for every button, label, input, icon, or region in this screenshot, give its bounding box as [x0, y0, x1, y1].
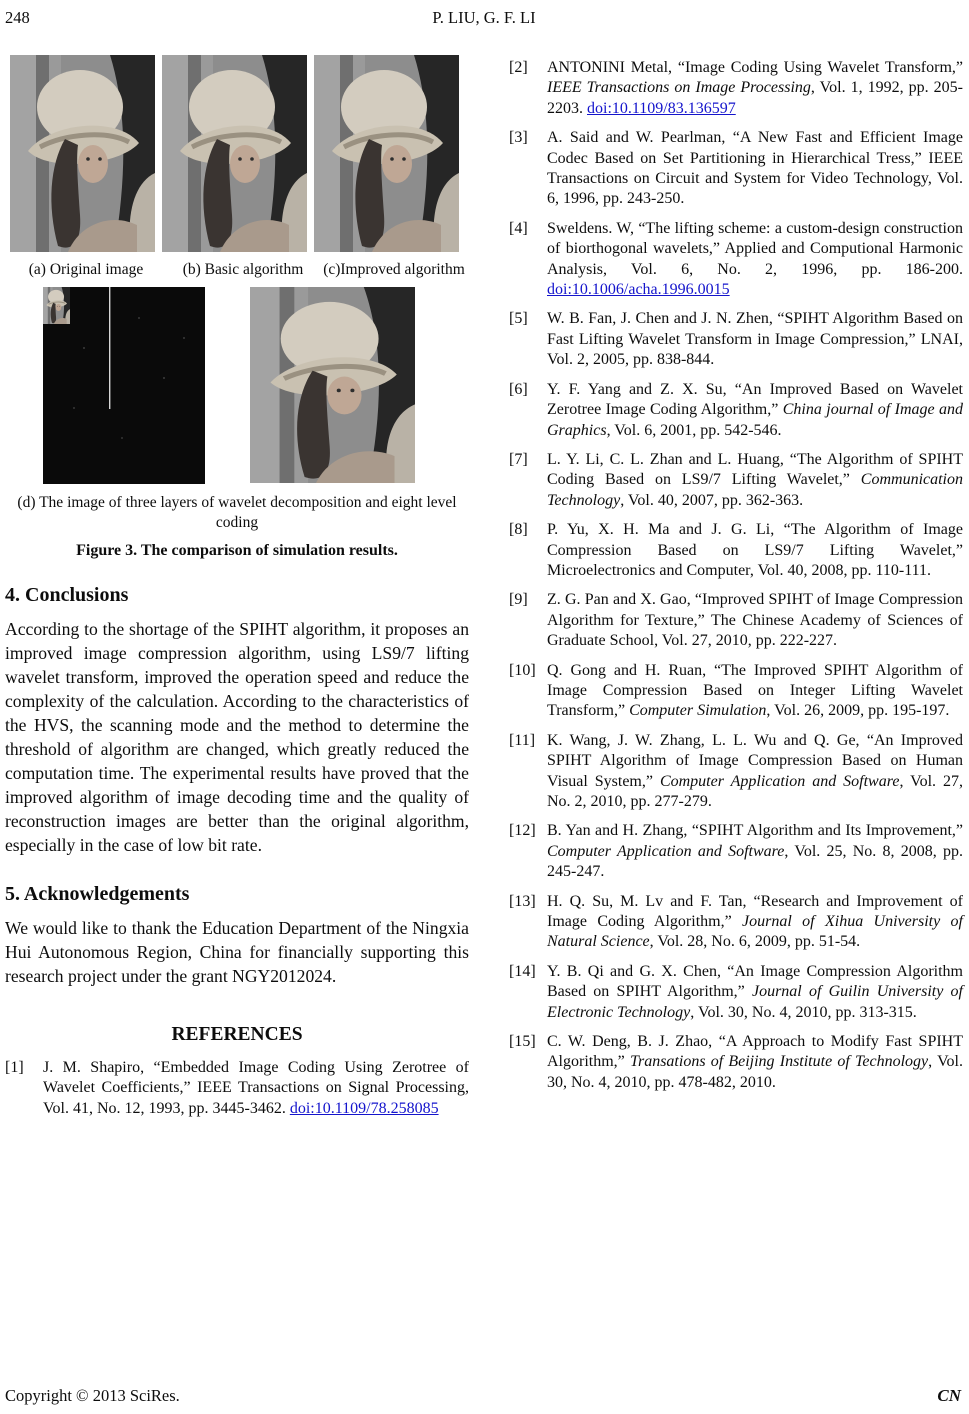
reference-item — [509, 661, 963, 722]
reference-text — [547, 892, 963, 953]
reference-text — [547, 58, 963, 119]
reference-segment: J. M. Shapiro, “Embedded Image Coding Using Zerotree of Wavelet Coefficients,” IEEE Transactions on Signal Processing, Vol. 41, No. 12, 1993, pp. 3445-3462. — [43, 1059, 469, 1117]
reference-number: [13] — [509, 892, 536, 910]
figure-subcaptions — [5, 261, 469, 279]
journal-name: China journal of Image and Graphics — [547, 401, 963, 439]
reference-segment: , Vol. 28, No. 6, 2009, pp. 51-54. — [649, 933, 861, 951]
doi-link[interactable]: doi:10.1109/83.136597 — [587, 99, 736, 117]
reference-segment: , Vol. 30, No. 4, 2010, pp. 313-315. — [690, 1003, 917, 1021]
reference-number: [11] — [509, 731, 536, 749]
reference-item — [509, 962, 963, 1023]
reference-segment: H. Q. Su, M. Lv and F. Tan, “Research and Improvement of Image Coding Algorithm,” — [547, 892, 963, 931]
page-number: 248 — [5, 8, 30, 27]
reference-segment: ANTONINI Metal, “Image Coding Using Wavelet Transform,” — [547, 59, 963, 76]
reference-number: [15] — [509, 1033, 536, 1051]
journal-name: Journal of Xihua University of Natural Science — [547, 913, 963, 951]
journal-name: Journal of Guilin University of Electronic Technology — [547, 983, 963, 1021]
reference-segment: Sweldens. W, “The lifting scheme: a custom-design construction of biorthogonal wavelets,” Applied and Computional Harmonic Analysis, Vol. 6, No. 2, 1996, pp. 186-200. — [547, 219, 963, 278]
reference-text — [547, 380, 963, 441]
figure-row-top — [10, 55, 469, 252]
two-column-body — [5, 55, 963, 1128]
subcaption-d: (d) The image of three layers of wavelet decomposition and eight level coding — [17, 494, 457, 531]
reference-number: [14] — [509, 962, 536, 980]
figure-row-bottom — [5, 287, 469, 484]
subcaption-c: (c)Improved algorithm — [323, 261, 465, 278]
reference-number: [12] — [509, 822, 536, 840]
reference-number: [9] — [509, 591, 528, 609]
reference-text — [547, 661, 963, 722]
reference-text — [43, 1058, 469, 1119]
conclusions-paragraph: According to the shortage of the SPIHT algorithm, it proposes an improved image compression algorithm, using LS9/7 lifting wavelet transform, improved the operation speed and reduce the complexity of the calculation. According to the characteristics of the HVS, the scanning mode and the method to determine the threshold of algorithm are changed, which greatly reduced the computation time. The experimental results have proved that the improved algorithm of image decoding time and the quality of reconstruction images are better than the original algorithm, especially in the case of low bit rate. — [5, 619, 469, 855]
reference-segment: , Vol. 27, No. 2, 2010, pp. 277-279. — [547, 772, 963, 810]
reference-segment: L. Y. Li, C. L. Zhan and L. Huang, “The Algorithm of SPIHT Coding Based on LS9/7 Lifting Wavelet,” — [547, 450, 963, 489]
subcaption-b: (b) Basic algorithm — [182, 261, 304, 278]
journal-name: Computer Application and Software — [659, 772, 900, 790]
reference-item — [509, 590, 963, 651]
reference-text — [547, 309, 963, 370]
basic-algorithm-lena-image — [162, 55, 307, 252]
reference-segment: Q. Gong and H. Ruan, “The Improved SPIHT Algorithm of Image Compression Based on Integer Lifting Wavelet Transform,” — [547, 661, 963, 720]
left-column — [5, 55, 469, 1128]
reference-segment: , Vol. 26, 2009, pp. 195-197. — [766, 702, 950, 720]
reference-item — [509, 380, 963, 441]
reference-text — [547, 962, 963, 1023]
reference-item — [509, 450, 963, 511]
figure-3-caption: Figure 3. The comparison of simulation results. — [76, 542, 398, 559]
wavelet-decomposition-image — [43, 287, 205, 484]
reference-number: [8] — [509, 521, 528, 539]
reference-text — [547, 590, 963, 651]
reference-text — [547, 128, 963, 210]
running-title: P. LIU, G. F. LI — [432, 8, 536, 27]
acknowledgements-paragraph: We would like to thank the Education Department of the Ningxia Hui Autonomous Region, China for financially supporting this research project under the grant NGY2012024. — [5, 918, 469, 986]
reference-list-right — [509, 58, 963, 1093]
subcaption-a: (a) Original image — [28, 261, 144, 278]
journal-name: Computer Application and Software — [547, 842, 785, 860]
reference-number: [4] — [509, 219, 528, 237]
figure-3 — [5, 55, 469, 560]
reference-text — [547, 821, 963, 882]
journal-name: IEEE Transactions on Image Processing — [547, 79, 811, 97]
reference-segment: W. B. Fan, J. Chen and J. N. Zhen, “SPIHT Algorithm Based on Fast Lifting Wavelet Transform in Image Compression,” LNAI, Vol. 2, 2005, pp. 838-844. — [547, 310, 963, 369]
reference-item — [509, 821, 963, 882]
reference-item — [509, 520, 963, 581]
reference-segment: , Vol. 40, 2007, pp. 362-363. — [620, 491, 804, 509]
page-footer — [5, 1386, 961, 1406]
doi-link[interactable]: doi:10.1006/acha.1996.0015 — [547, 281, 730, 299]
acknowledgements-heading: 5. Acknowledgements — [5, 883, 190, 905]
reference-segment: , Vol. 25, No. 8, 2008, pp. 245-247. — [547, 842, 963, 881]
reference-text — [547, 731, 963, 813]
journal-mark: CN — [937, 1386, 961, 1405]
reference-item — [509, 892, 963, 953]
reference-text — [547, 450, 963, 511]
copyright-text: Copyright © 2013 SciRes. — [5, 1386, 180, 1405]
original-lena-image — [10, 55, 155, 252]
reference-number: [10] — [509, 661, 536, 679]
reference-text — [547, 1032, 963, 1093]
reference-item — [509, 219, 963, 301]
reference-number: [7] — [509, 450, 528, 468]
reference-segment: C. W. Deng, B. J. Zhao, “A Approach to Modify Fast SPIHT Algorithm,” — [547, 1033, 963, 1071]
reference-text — [547, 219, 963, 301]
reference-number: [1] — [5, 1059, 24, 1076]
reference-segment: Y. B. Qi and G. X. Chen, “An Image Compression Algorithm Based on SPIHT Algorithm,” — [547, 962, 963, 1001]
journal-name: Computer Simulation — [629, 702, 767, 720]
journal-name: Communication Technology — [547, 471, 963, 509]
reference-segment: B. Yan and H. Zhang, “SPIHT Algorithm and Its Improvement,” — [547, 822, 963, 840]
reference-segment: , Vol. 30, No. 4, 2010, pp. 478-482, 2010. — [547, 1053, 964, 1091]
reference-text — [547, 520, 963, 581]
doi-link[interactable]: doi:10.1109/78.258085 — [289, 1099, 439, 1117]
journal-name: Transations of Beijing Institute of Technology — [629, 1053, 929, 1071]
reference-segment: , Vol. 1, 1992, pp. 205-2203. — [547, 79, 964, 117]
reference-segment: Y. F. Yang and Z. X. Su, “An Improved Based on Wavelet Zerotree Image Coding Algorithm,” — [547, 380, 963, 419]
reference-number: [2] — [509, 59, 528, 76]
reference-item — [509, 309, 963, 370]
reference-item — [509, 128, 963, 210]
reference-item — [509, 1032, 963, 1093]
running-head — [5, 8, 963, 28]
reference-segment: A. Said and W. Pearlman, “A New Fast and Efficient Image Codec Based on Set Partitioning in Hierarchical Tress,” IEEE Transactions on Circuit and System for Video Technology, Vol. 6, 1996, pp. 243-250. — [547, 129, 963, 208]
reference-list-left — [5, 1058, 469, 1119]
reference-number: [6] — [509, 380, 528, 398]
reference-segment: , Vol. 6, 2001, pp. 542-546. — [606, 421, 782, 439]
reference-number: [5] — [509, 310, 528, 328]
reference-item — [5, 1058, 469, 1119]
reconstructed-lena-image — [250, 287, 415, 483]
references-heading: REFERENCES — [171, 1024, 303, 1045]
reference-segment: K. Wang, J. W. Zhang, L. L. Wu and Q. Ge, “An Improved SPIHT Algorithm of Image Compression Based on Human Visual System,” — [547, 731, 963, 790]
reference-number: [3] — [509, 129, 528, 147]
reference-segment: Z. G. Pan and X. Gao, “Improved SPIHT of Image Compression Algorithm for Texture,” The Chinese Academy of Sciences of Graduate School, Vol. 27, 2010, pp. 222-227. — [547, 591, 963, 650]
reference-segment: P. Yu, X. H. Ma and J. G. Li, “The Algorithm of Image Compression Based on LS9/7 Lifting Wavelet,” Microelectronics and Computer, Vol. 40, 2008, pp. 110-111. — [547, 521, 963, 579]
improved-algorithm-lena-image — [314, 55, 459, 252]
conclusions-heading: 4. Conclusions — [5, 584, 129, 606]
right-column — [509, 55, 963, 1128]
reference-item — [509, 58, 963, 119]
reference-item — [509, 731, 963, 813]
